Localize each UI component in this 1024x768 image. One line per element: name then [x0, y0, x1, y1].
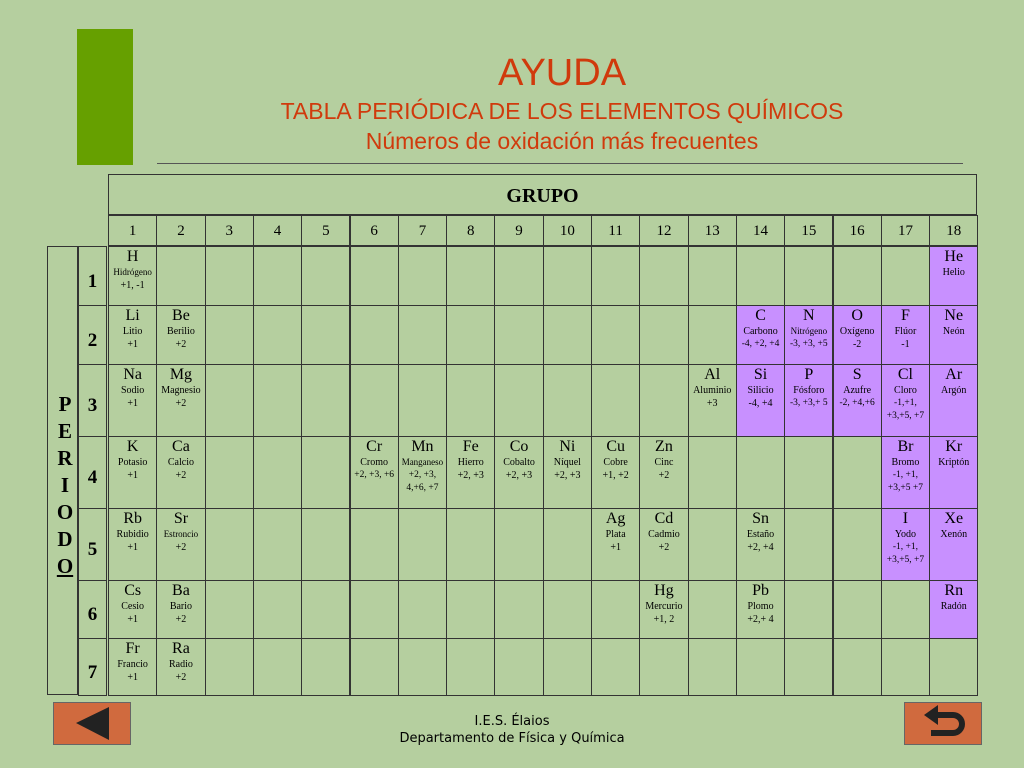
empty-cell [253, 246, 302, 306]
group-number: 4 [253, 215, 302, 246]
title-divider [157, 163, 963, 164]
element-cell-ni [543, 436, 592, 509]
element-name: Flúor [894, 326, 917, 337]
group-number: 2 [156, 215, 205, 246]
oxidation-states: +2, +3, +6 [354, 470, 395, 480]
group-number: 18 [929, 215, 978, 246]
empty-cell [398, 364, 447, 437]
element-symbol: K [126, 438, 139, 455]
empty-cell [301, 364, 350, 437]
period-number: 4 [78, 436, 107, 509]
empty-cell [881, 638, 930, 696]
element-name: Cadmio [648, 529, 680, 540]
group-number: 5 [301, 215, 350, 246]
group-number: 11 [591, 215, 640, 246]
empty-cell [494, 364, 543, 437]
empty-cell [205, 508, 254, 581]
empty-cell [350, 364, 399, 437]
element-name: Radio [169, 659, 193, 670]
element-symbol: H [126, 248, 139, 265]
empty-cell [688, 508, 737, 581]
group-number: 10 [543, 215, 592, 246]
element-cell-ca [156, 436, 205, 509]
element-symbol: O [851, 307, 863, 324]
element-name: Fósforo [793, 385, 825, 396]
element-symbol: Br [897, 438, 914, 455]
empty-cell [446, 638, 495, 696]
empty-cell [253, 364, 302, 437]
empty-cell [639, 638, 688, 696]
element-cell-cd [639, 508, 688, 581]
element-name: Neón [942, 326, 965, 337]
group-number: 6 [350, 215, 399, 246]
element-symbol: C [755, 307, 766, 324]
element-cell-ba [156, 580, 205, 639]
return-button[interactable] [904, 702, 982, 745]
element-symbol: Rn [944, 582, 964, 599]
element-name: Oxígeno [839, 326, 875, 337]
group-number: 15 [784, 215, 833, 246]
element-name: Níquel [553, 457, 581, 468]
element-cell-ne [929, 305, 978, 365]
element-name: Cesio [121, 601, 145, 612]
element-cell-rb [108, 508, 157, 581]
empty-cell [688, 246, 737, 306]
empty-cell [929, 638, 978, 696]
empty-cell [833, 580, 882, 639]
empty-cell [833, 508, 882, 581]
oxidation-states: -3, +3,+ 5 [790, 398, 828, 408]
element-name: Francio [117, 659, 148, 670]
empty-cell [350, 508, 399, 581]
oxidation-states: +2, +3, 4,+6, +7 [406, 470, 439, 493]
empty-cell [446, 364, 495, 437]
element-cell-mg [156, 364, 205, 437]
empty-cell [688, 580, 737, 639]
element-symbol: Be [172, 307, 190, 324]
element-name: Magnesio [161, 385, 201, 396]
empty-cell [784, 436, 833, 509]
element-cell-fr [108, 638, 157, 696]
element-name: Xenón [940, 529, 968, 540]
element-symbol: P [804, 366, 814, 383]
school-name: I.E.S. Élaios [474, 714, 550, 729]
element-name: Cobalto [503, 457, 535, 468]
department-name: Departamento de Física y Química [399, 731, 625, 746]
element-cell-ra [156, 638, 205, 696]
empty-cell [398, 638, 447, 696]
period-number: 5 [78, 508, 107, 581]
element-symbol: Si [753, 366, 768, 383]
element-symbol: Ar [945, 366, 963, 383]
group-number: 9 [494, 215, 543, 246]
element-cell-li [108, 305, 157, 365]
footer [370, 713, 654, 747]
empty-cell [639, 246, 688, 306]
oxidation-states: +2 [658, 470, 670, 481]
element-name: Helio [942, 267, 965, 278]
empty-cell [736, 638, 785, 696]
empty-cell [446, 305, 495, 365]
group-number: 7 [398, 215, 447, 246]
empty-cell [543, 364, 592, 437]
element-cell-sn [736, 508, 785, 581]
oxidation-states: -4, +2, +4 [741, 339, 780, 349]
empty-cell [253, 638, 302, 696]
empty-cell [253, 580, 302, 639]
group-number: 3 [205, 215, 254, 246]
empty-cell [446, 508, 495, 581]
element-cell-cu [591, 436, 640, 509]
group-number: 12 [639, 215, 688, 246]
element-cell-f [881, 305, 930, 365]
element-symbol: F [900, 307, 910, 324]
element-cell-mn [398, 436, 447, 509]
element-cell-i [881, 508, 930, 581]
oxidation-states: +2, +4 [747, 542, 774, 553]
empty-cell [205, 436, 254, 509]
element-symbol: Mn [411, 438, 434, 455]
oxidation-states: -2 [852, 339, 862, 350]
empty-cell [736, 246, 785, 306]
empty-cell [398, 508, 447, 581]
empty-cell [591, 364, 640, 437]
empty-cell [494, 246, 543, 306]
element-cell-kr [929, 436, 978, 509]
empty-cell [446, 580, 495, 639]
element-symbol: Cd [654, 510, 674, 527]
element-name: Mercurio [645, 601, 683, 612]
element-symbol: Kr [945, 438, 963, 455]
back-button[interactable] [53, 702, 131, 745]
element-symbol: S [852, 366, 862, 383]
element-symbol: Na [123, 366, 142, 383]
empty-cell [591, 580, 640, 639]
element-name: Hidrógeno [113, 267, 152, 277]
element-name: Bario [169, 601, 193, 612]
element-name: Rubidio [116, 529, 149, 540]
page-subtitle-2: Números de oxidación más frecuentes [365, 128, 759, 154]
empty-cell [398, 305, 447, 365]
empty-cell [833, 246, 882, 306]
element-cell-pb [736, 580, 785, 639]
empty-cell [591, 638, 640, 696]
oxidation-states: -1, +1, +3,+5, +7 [886, 542, 925, 565]
element-cell-si [736, 364, 785, 437]
empty-cell [301, 436, 350, 509]
element-cell-c [736, 305, 785, 365]
element-name: Cloro [894, 385, 917, 396]
empty-cell [543, 638, 592, 696]
element-cell-be [156, 305, 205, 365]
element-name: Azufre [843, 385, 872, 396]
empty-cell [543, 580, 592, 639]
element-symbol: Co [509, 438, 529, 455]
group-number: 14 [736, 215, 785, 246]
element-cell-ag [591, 508, 640, 581]
element-name: Yodo [894, 529, 917, 540]
element-symbol: Ag [605, 510, 626, 527]
empty-cell [205, 638, 254, 696]
oxidation-states: +3 [706, 398, 718, 409]
oxidation-states: +2 [175, 398, 187, 409]
empty-cell [784, 638, 833, 696]
empty-cell [446, 246, 495, 306]
empty-cell [639, 305, 688, 365]
element-cell-cs [108, 580, 157, 639]
page-subtitle: TABLA PERIÓDICA DE LOS ELEMENTOS QUÍMICOS [280, 98, 844, 124]
element-name: Berilio [167, 326, 195, 337]
element-cell-zn [639, 436, 688, 509]
empty-cell [301, 246, 350, 306]
element-cell-s [833, 364, 882, 437]
element-symbol: Hg [654, 582, 674, 599]
empty-cell [205, 580, 254, 639]
element-cell-na [108, 364, 157, 437]
empty-cell [833, 638, 882, 696]
oxidation-states: -4, +4 [748, 398, 773, 409]
element-cell-k [108, 436, 157, 509]
empty-cell [205, 246, 254, 306]
element-symbol: Fe [462, 438, 479, 455]
element-cell-al [688, 364, 737, 437]
empty-cell [494, 305, 543, 365]
element-cell-h [108, 246, 157, 306]
oxidation-states: +2, +3 [554, 470, 581, 481]
element-cell-rn [929, 580, 978, 639]
arrow-left-icon [54, 703, 130, 744]
element-name: Plata [605, 529, 626, 540]
empty-cell [301, 638, 350, 696]
element-symbol: Zn [655, 438, 673, 455]
period-number: 3 [78, 364, 107, 437]
element-cell-he [929, 246, 978, 306]
oxidation-states: +2 [175, 542, 187, 553]
element-symbol: Ne [944, 307, 964, 324]
empty-cell [784, 580, 833, 639]
group-number: 16 [833, 215, 882, 246]
element-cell-fe [446, 436, 495, 509]
element-name: Bromo [891, 457, 920, 468]
element-cell-sr [156, 508, 205, 581]
return-arrow-icon [905, 703, 981, 744]
periodo-header: P E R I O D O [56, 392, 74, 578]
element-name: Cromo [360, 457, 389, 468]
empty-cell [350, 638, 399, 696]
oxidation-states: -2, +4,+6 [839, 398, 875, 408]
oxidation-states: +1 [127, 672, 138, 683]
element-cell-ar [929, 364, 978, 437]
group-number: 8 [446, 215, 495, 246]
element-cell-xe [929, 508, 978, 581]
empty-cell [639, 364, 688, 437]
element-cell-hg [639, 580, 688, 639]
empty-cell [301, 305, 350, 365]
oxidation-states: -1, +1, +3,+5 +7 [887, 470, 923, 493]
element-name: Plomo [747, 601, 774, 612]
empty-cell [253, 508, 302, 581]
oxidation-states: +1 [127, 398, 138, 409]
oxidation-states: +2 [175, 614, 187, 625]
element-cell-n [784, 305, 833, 365]
period-number: 6 [78, 580, 107, 639]
element-name: Radón [940, 601, 967, 612]
empty-cell [591, 246, 640, 306]
period-number: 7 [78, 638, 107, 696]
empty-cell [350, 305, 399, 365]
empty-cell [833, 436, 882, 509]
page-title: AYUDA [497, 52, 627, 94]
empty-cell [494, 508, 543, 581]
period-number: 2 [78, 305, 107, 365]
element-symbol: Rb [123, 510, 142, 527]
empty-cell [350, 580, 399, 639]
element-symbol: He [944, 248, 964, 265]
element-name: Argón [941, 385, 967, 396]
element-symbol: Cu [606, 438, 625, 455]
element-symbol: Ni [559, 438, 576, 455]
element-cell-cl [881, 364, 930, 437]
oxidation-states: -3, +3, +5 [790, 339, 828, 349]
empty-cell [688, 305, 737, 365]
empty-cell [591, 305, 640, 365]
element-symbol: Ba [172, 582, 190, 599]
element-symbol: Sr [173, 510, 189, 527]
element-symbol: N [803, 307, 815, 324]
element-cell-o [833, 305, 882, 365]
element-name: Calcio [167, 457, 194, 468]
element-name: Carbono [743, 326, 778, 337]
element-symbol: Ca [172, 438, 190, 455]
oxidation-states: +2, +3 [457, 470, 484, 481]
empty-cell [688, 436, 737, 509]
element-symbol: Cl [897, 366, 913, 383]
empty-cell [398, 580, 447, 639]
oxidation-states: +2 [175, 339, 187, 350]
empty-cell [736, 436, 785, 509]
oxidation-states: +2 [175, 470, 187, 481]
empty-cell [205, 364, 254, 437]
oxidation-states: +1 [610, 542, 621, 553]
oxidation-states: +1 [127, 470, 138, 481]
empty-cell [494, 638, 543, 696]
oxidation-states: +2 [658, 542, 670, 553]
element-symbol: Li [125, 307, 140, 324]
element-name: Estroncio [163, 529, 199, 539]
element-name: Cinc [654, 457, 674, 468]
empty-cell [350, 246, 399, 306]
empty-cell [301, 508, 350, 581]
empty-cell [205, 305, 254, 365]
element-cell-br [881, 436, 930, 509]
element-name: Kriptón [938, 457, 970, 468]
element-symbol: Pb [752, 582, 769, 599]
element-symbol: Ra [172, 640, 190, 657]
oxidation-states: +1, 2 [653, 614, 675, 625]
oxidation-states: +1 [127, 339, 138, 350]
element-name: Cobre [603, 457, 628, 468]
element-symbol: Mg [169, 366, 193, 383]
period-number: 1 [78, 246, 107, 306]
element-name: Potasio [117, 457, 148, 468]
element-name: Aluminio [693, 385, 732, 396]
element-cell-p [784, 364, 833, 437]
element-name: Manganeso [401, 457, 444, 467]
group-number: 1 [108, 215, 157, 246]
element-symbol: I [902, 510, 909, 527]
element-name: Sodio [120, 385, 145, 396]
empty-cell [543, 508, 592, 581]
element-symbol: Fr [125, 640, 140, 657]
empty-cell [253, 436, 302, 509]
empty-cell [688, 638, 737, 696]
empty-cell [784, 508, 833, 581]
element-name: Estaño [746, 529, 775, 540]
element-name: Hierro [457, 457, 484, 468]
oxidation-states: +1 [127, 542, 138, 553]
empty-cell [301, 580, 350, 639]
empty-cell [881, 580, 930, 639]
oxidation-states: +1, +2 [602, 470, 629, 481]
oxidation-states: +1, -1 [120, 280, 145, 291]
grupo-header: GRUPO [108, 174, 977, 215]
oxidation-states: +2, +3 [505, 470, 533, 481]
empty-cell [784, 246, 833, 306]
empty-cell [398, 246, 447, 306]
oxidation-states: -1,+1, +3,+5, +7 [886, 398, 925, 421]
element-name: Litio [122, 326, 143, 337]
oxidation-states: -1 [901, 339, 910, 350]
accent-bar [77, 29, 133, 165]
element-cell-co [494, 436, 543, 509]
empty-cell [156, 246, 205, 306]
empty-cell [494, 580, 543, 639]
element-symbol: Xe [944, 510, 964, 527]
element-symbol: Cs [124, 582, 142, 599]
empty-cell [543, 305, 592, 365]
element-symbol: Sn [752, 510, 769, 527]
empty-cell [253, 305, 302, 365]
element-symbol: Cr [366, 438, 383, 455]
oxidation-states: +2 [175, 672, 187, 683]
empty-cell [543, 246, 592, 306]
element-symbol: Al [704, 366, 721, 383]
element-name: Nitrógeno [790, 326, 828, 336]
group-number: 17 [881, 215, 930, 246]
element-name: Silicio [747, 385, 774, 396]
oxidation-states: +1 [127, 614, 138, 625]
element-cell-cr [350, 436, 399, 509]
group-number: 13 [688, 215, 737, 246]
oxidation-states: +2,+ 4 [747, 614, 774, 625]
empty-cell [881, 246, 930, 306]
